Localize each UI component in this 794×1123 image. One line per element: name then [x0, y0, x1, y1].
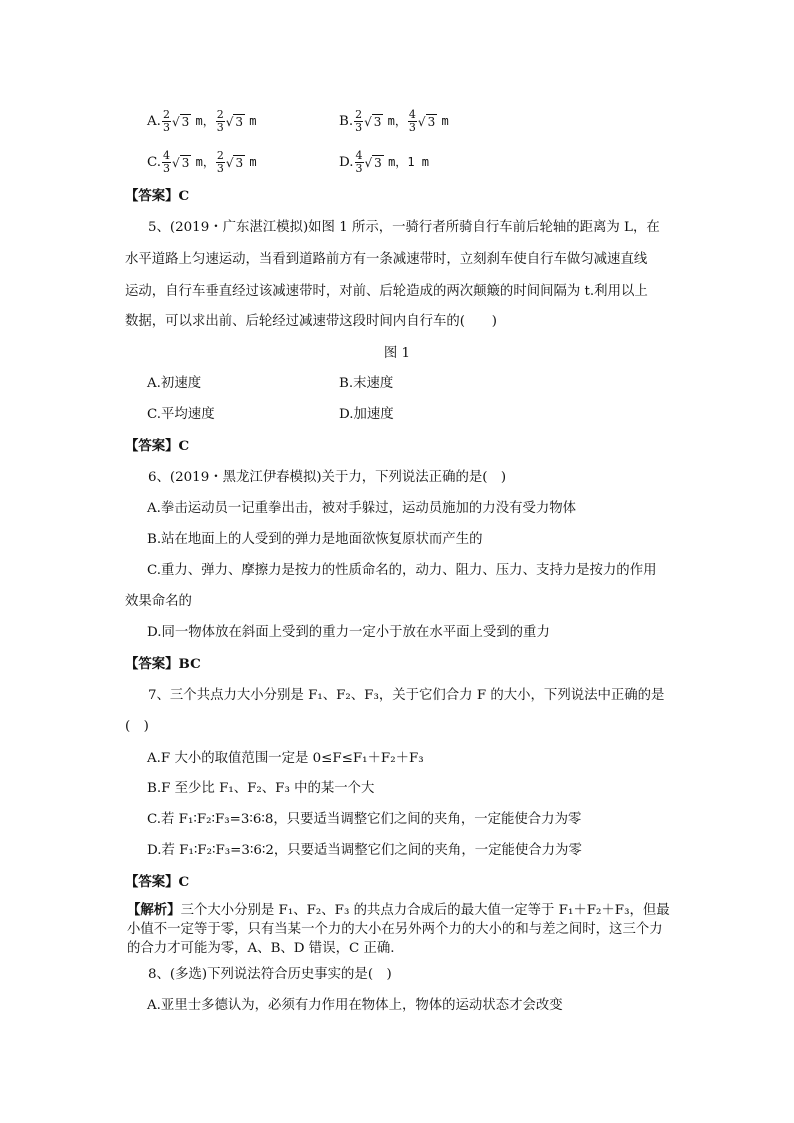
- q5-option-d: D.加速度: [339, 407, 394, 422]
- q7-option-b: B.F 至少比 F₁、F₂、F₃ 中的某一个大: [147, 781, 375, 796]
- q8-stem: 8、(多选)下列说法符合历史事实的是( ): [148, 967, 392, 982]
- q5-answer: 【答案】C: [125, 438, 190, 454]
- q5-option-a: A.初速度: [147, 376, 202, 391]
- q6-option-a: A.拳击运动员一记重拳出击，被对手躲过，运动员施加的力没有受力物体: [147, 501, 577, 516]
- fraction: $\frac{2}{3}$: [162, 108, 170, 134]
- q7-option-a: A.F 大小的取值范围一定是 0≤F≤F₁＋F₂＋F₃: [147, 751, 424, 766]
- q7-stem-line2: ( ): [125, 719, 149, 734]
- q5-figure-caption: 图 1: [383, 346, 411, 361]
- q6-option-c-line2: 效果命名的: [125, 594, 192, 609]
- q5-stem-line3: 运动，自行车垂直经过该减速带时，对前、后轮造成的两次颠簸的时间间隔为 t.利用以上: [125, 284, 648, 299]
- q8-option-a: A.亚里士多德认为，必须有力作用在物体上，物体的运动状态才会改变: [147, 998, 563, 1013]
- q6-option-d: D.同一物体放在斜面上受到的重力一定小于放在水平面上受到的重力: [147, 625, 550, 640]
- q6-option-c-line1: C.重力、弹力、摩擦力是按力的性质命名的，动力、阻力、压力、支持力是按力的作用: [147, 563, 657, 578]
- q5-stem-line1: 5、(2019・广东湛江模拟)如图 1 所示，一骑行者所骑自行车前后轮轴的距离为 L，在: [148, 220, 660, 235]
- q7-option-d: D.若 F₁∶F₂∶F₃=3∶6∶2，只要适当调整它们之间的夹角，一定能使合力为零: [147, 843, 582, 858]
- q7-answer: 【答案】C: [125, 874, 190, 890]
- q4-answer: 【答案】C: [125, 188, 190, 204]
- analysis-text: 三个大小分别是 F₁、F₂、F₃ 的共点力合成后的最大值一定等于 F₁＋F₂＋F₃，但最小值不一定等于零，只有当某一个力的大小在另外两个力的大小的和与差之间时，这三个力的合力才可能为零，A、B、D 错误，C 正确.: [127, 903, 670, 956]
- q6-option-b: B.站在地面上的人受到的弹力是地面欲恢复原状而产生的: [147, 532, 483, 547]
- q6-stem: 6、(2019・黑龙江伊春模拟)关于力，下列说法正确的是( ): [148, 470, 507, 485]
- q7-stem-line1: 7、三个共点力大小分别是 F₁、F₂、F₃，关于它们合力 F 的大小，下列说法中正确的是: [148, 688, 665, 703]
- q4-option-d: D. $\frac{4}{3}$ √ 3 m，1 m: [339, 149, 429, 175]
- q4-option-c: C. $\frac{4}{3}$ √ 3 m， $\frac{2}{3}$ √ 3 m: [147, 149, 257, 175]
- analysis-label: 【解析】: [127, 902, 181, 918]
- q5-option-b: B.末速度: [339, 376, 394, 391]
- sqrt-symbol: √ 3: [171, 114, 190, 129]
- q7-analysis: [127, 901, 671, 958]
- q7-option-c: C.若 F₁∶F₂∶F₃=3∶6∶8，只要适当调整它们之间的夹角，一定能使合力为零: [147, 812, 582, 827]
- q6-answer: 【答案】BC: [125, 656, 201, 672]
- q5-stem-line2: 水平道路上匀速运动，当看到道路前方有一条减速带时，立刻刹车使自行车做匀减速直线: [125, 252, 648, 267]
- q5-option-c: C.平均速度: [147, 407, 215, 422]
- q4-option-a: A. $\frac{2}{3}$ √ 3 m， $\frac{2}{3}$ √ 3 m: [147, 108, 257, 134]
- q4-option-b: B. $\frac{2}{3}$ √ 3 m， $\frac{4}{3}$ √ 3 m: [339, 108, 449, 134]
- q5-stem-line4: 数据，可以求出前、后轮经过减速带这段时间内自行车的( ): [125, 314, 497, 329]
